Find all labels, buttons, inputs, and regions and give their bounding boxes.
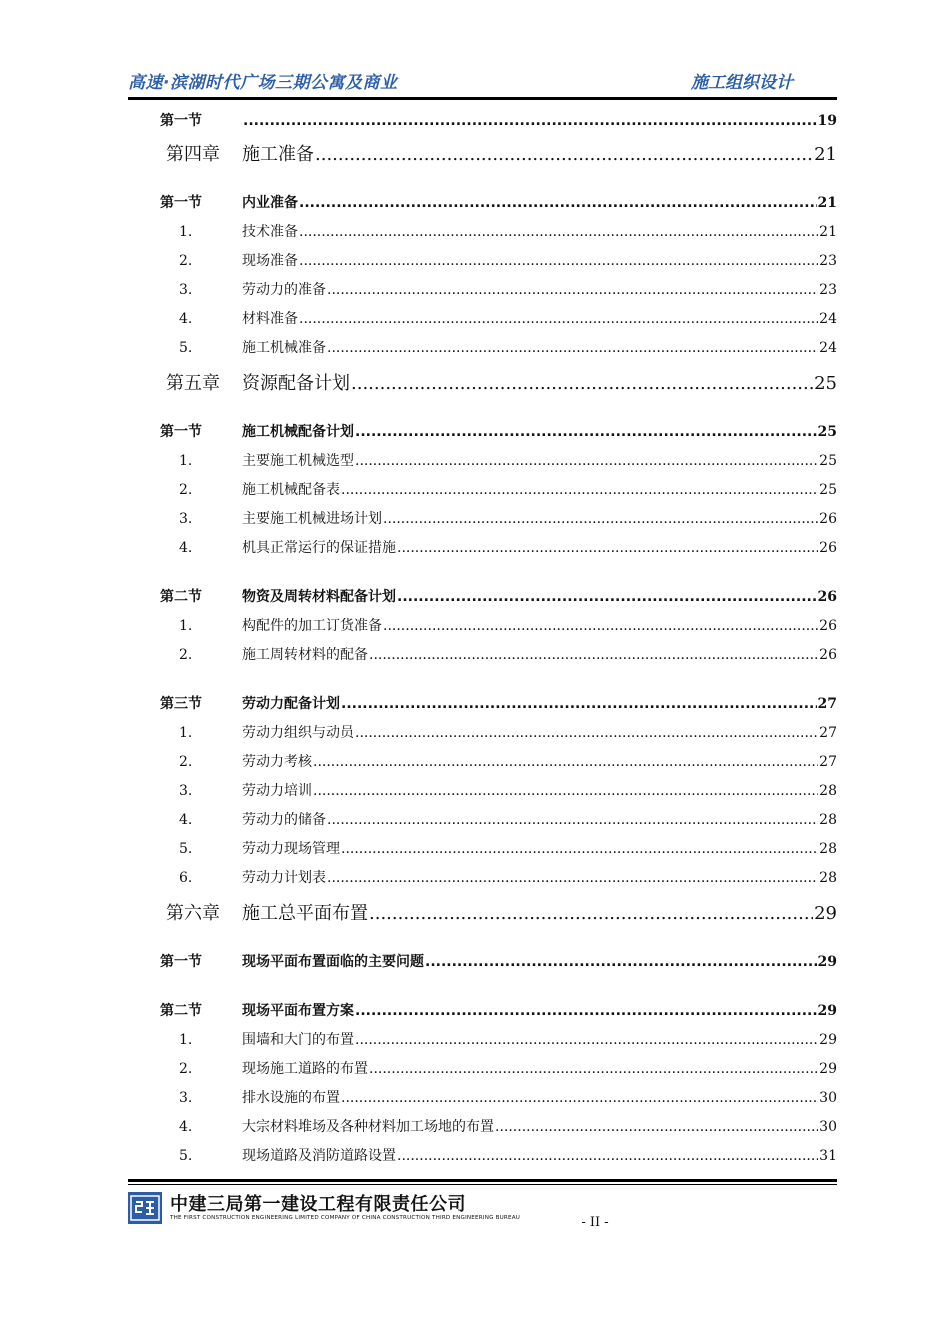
toc-item[interactable]: [160, 1116, 837, 1136]
toc-leader-dots: [351, 373, 813, 394]
toc-leader-dots: [355, 453, 818, 469]
toc-label: 劳动力计划表: [242, 870, 326, 886]
toc-number: 1.: [179, 1032, 193, 1048]
toc-page-number: 24: [819, 340, 837, 356]
toc-number: 第一节: [160, 424, 202, 440]
header-rule: [128, 97, 837, 100]
toc-label: 主要施工机械选型: [242, 453, 354, 469]
toc-label: 排水设施的布置: [242, 1090, 340, 1106]
toc-leader-dots: [397, 1148, 818, 1164]
toc-page-number: 30: [819, 1119, 837, 1135]
toc-leader-dots: [327, 812, 818, 828]
header-project-title: 高速·滨湖时代广场三期公寓及商业: [128, 73, 398, 93]
footer-rule-thin: [128, 1184, 837, 1185]
toc-leader-dots: [397, 540, 818, 556]
cscec-logo-icon: [128, 1192, 162, 1224]
toc-section[interactable]: [160, 421, 837, 441]
toc-label: 物资及周转材料配备计划: [242, 589, 396, 605]
toc-item[interactable]: [160, 751, 837, 771]
toc-item[interactable]: [160, 479, 837, 499]
toc-number: 3.: [179, 511, 193, 527]
toc-label: 技术准备: [242, 224, 298, 240]
toc-page-number: 23: [819, 282, 837, 298]
toc-number: 3.: [179, 783, 193, 799]
toc-label: 劳动力培训: [242, 783, 312, 799]
toc-page-number: 26: [819, 647, 837, 663]
toc-number: 第二节: [160, 589, 202, 605]
toc-leader-dots: [299, 311, 818, 327]
toc-section[interactable]: [160, 192, 837, 212]
toc-item[interactable]: [160, 337, 837, 357]
toc-number: 2.: [179, 253, 193, 269]
toc-leader-dots: [327, 340, 818, 356]
page-header: [128, 66, 837, 96]
toc-page-number: 25: [817, 424, 837, 440]
toc-number: 1.: [179, 224, 193, 240]
toc-item[interactable]: [160, 615, 837, 635]
toc-section[interactable]: [160, 951, 837, 971]
company-name-english: THE FIRST CONSTRUCTION ENGINEERING LIMITED COMPANY OF CHINA CONSTRUCTION THIRD ENGINEERING BUREAU: [170, 1215, 521, 1221]
toc-label: 内业准备: [242, 195, 298, 211]
toc-chapter[interactable]: [166, 899, 837, 925]
page-number: - II -: [581, 1215, 609, 1230]
toc-label: 围墙和大门的布置: [242, 1032, 354, 1048]
toc-number: 第一节: [160, 195, 202, 211]
toc-leader-dots: [299, 195, 817, 211]
toc-leader-dots: [299, 224, 818, 240]
toc-page-number: 25: [814, 373, 837, 394]
company-name: 中建三局第一建设工程有限责任公司: [170, 1194, 466, 1215]
toc-number: 第一节: [160, 954, 202, 970]
toc-label: 材料准备: [242, 311, 298, 327]
toc-number: 第六章: [166, 903, 220, 924]
toc-label: 资源配备计划: [242, 373, 350, 394]
toc-label: 大宗材料堆场及各种材料加工场地的布置: [242, 1119, 494, 1135]
toc-page-number: 26: [819, 618, 837, 634]
toc-item[interactable]: [160, 809, 837, 829]
toc-item[interactable]: [160, 1058, 837, 1078]
toc-page-number: 27: [819, 754, 837, 770]
toc-label: 现场平面布置面临的主要问题: [242, 954, 424, 970]
toc-leader-dots: [383, 511, 818, 527]
toc-chapter[interactable]: [166, 369, 837, 395]
toc-label: 现场准备: [242, 253, 298, 269]
toc-label: 主要施工机械进场计划: [242, 511, 382, 527]
toc-item[interactable]: [160, 537, 837, 557]
toc-item[interactable]: [160, 221, 837, 241]
toc-number: 2.: [179, 482, 193, 498]
footer-rule-thick: [128, 1179, 837, 1182]
toc-number: 6.: [179, 870, 193, 886]
toc-leader-dots: [341, 482, 818, 498]
toc-page-number: 29: [817, 954, 837, 970]
toc-item[interactable]: [160, 780, 837, 800]
toc-leader-dots: [355, 1003, 817, 1019]
toc-page-number: 26: [819, 540, 837, 556]
toc-leader-dots: [313, 783, 818, 799]
toc-number: 4.: [179, 311, 193, 327]
toc-page-number: 24: [819, 311, 837, 327]
toc-page-number: 29: [819, 1032, 837, 1048]
toc-item[interactable]: [160, 867, 837, 887]
toc-leader-dots: [495, 1119, 818, 1135]
toc-label: 施工总平面布置: [242, 903, 368, 924]
toc-section[interactable]: [160, 1000, 837, 1020]
toc-number: 3.: [179, 1090, 193, 1106]
toc-label: 劳动力的储备: [242, 812, 326, 828]
toc-page-number: 31: [819, 1148, 837, 1164]
toc-item[interactable]: [160, 1145, 837, 1165]
toc-label: 劳动力现场管理: [242, 841, 340, 857]
toc-page-number: 25: [819, 482, 837, 498]
toc-page-number: 28: [819, 812, 837, 828]
toc-number: 2.: [179, 754, 193, 770]
toc-label: 劳动力组织与动员: [242, 725, 354, 741]
toc-label: 构配件的加工订货准备: [242, 618, 382, 634]
toc-page-number: 21: [819, 224, 837, 240]
toc-page-number: 21: [814, 144, 837, 165]
toc-page-number: 19: [817, 113, 837, 129]
toc-label: 机具正常运行的保证措施: [242, 540, 396, 556]
toc-leader-dots: [369, 647, 818, 663]
toc-leader-dots: [355, 725, 818, 741]
toc-leader-dots: [341, 841, 818, 857]
toc-label: 施工机械准备: [242, 340, 326, 356]
toc-item[interactable]: [160, 279, 837, 299]
toc-page-number: 29: [814, 903, 837, 924]
toc-label: 施工机械配备表: [242, 482, 340, 498]
toc-item[interactable]: [160, 308, 837, 328]
toc-leader-dots: [327, 870, 818, 886]
toc-section[interactable]: [160, 693, 837, 713]
toc-leader-dots: [341, 1090, 818, 1106]
toc-label: 现场道路及消防道路设置: [242, 1148, 396, 1164]
toc-item[interactable]: [160, 644, 837, 664]
toc-number: 3.: [179, 282, 193, 298]
toc-label: 劳动力的准备: [242, 282, 326, 298]
toc-item[interactable]: [160, 250, 837, 270]
toc-page-number: 25: [819, 453, 837, 469]
toc-label: 现场施工道路的布置: [242, 1061, 368, 1077]
toc-leader-dots: [355, 1032, 818, 1048]
toc-leader-dots: [369, 1061, 818, 1077]
toc-number: 4.: [179, 1119, 193, 1135]
toc-leader-dots: [397, 589, 817, 605]
toc-item[interactable]: [160, 838, 837, 858]
toc-number: 2.: [179, 647, 193, 663]
toc-number: 第一节: [160, 113, 202, 129]
toc-leader-dots: [243, 113, 817, 129]
toc-page-number: 21: [817, 195, 837, 211]
toc-leader-dots: [355, 424, 817, 440]
toc-label: 劳动力配备计划: [242, 696, 340, 712]
toc-page-number: 23: [819, 253, 837, 269]
toc-number: 4.: [179, 812, 193, 828]
toc-number: 5.: [179, 340, 193, 356]
toc-leader-dots: [425, 954, 817, 970]
toc-number: 5.: [179, 1148, 193, 1164]
toc-page-number: 30: [819, 1090, 837, 1106]
toc-page-number: 27: [819, 725, 837, 741]
toc-page-number: 27: [817, 696, 837, 712]
toc-item[interactable]: [160, 508, 837, 528]
header-document-type: 施工组织设计: [691, 73, 793, 93]
toc-number: 第五章: [166, 373, 220, 394]
toc-label: 现场平面布置方案: [242, 1003, 354, 1019]
toc-page-number: 26: [819, 511, 837, 527]
toc-number: 5.: [179, 841, 193, 857]
toc-leader-dots: [313, 754, 818, 770]
toc-number: 2.: [179, 1061, 193, 1077]
toc-leader-dots: [383, 618, 818, 634]
toc-number: 1.: [179, 618, 193, 634]
toc-page-number: 28: [819, 841, 837, 857]
toc-page-number: 26: [817, 589, 837, 605]
toc-label: 施工准备: [242, 144, 314, 165]
toc-chapter[interactable]: [166, 140, 837, 166]
toc-section[interactable]: [160, 110, 837, 130]
toc-number: 1.: [179, 453, 193, 469]
toc-page-number: 29: [819, 1061, 837, 1077]
toc-leader-dots: [341, 696, 817, 712]
toc-item[interactable]: [160, 450, 837, 470]
toc-item[interactable]: [160, 1029, 837, 1049]
toc-number: 第二节: [160, 1003, 202, 1019]
toc-label: 施工机械配备计划: [242, 424, 354, 440]
toc-item[interactable]: [160, 722, 837, 742]
toc-leader-dots: [327, 282, 818, 298]
toc-leader-dots: [369, 903, 813, 924]
toc-number: 第四章: [166, 144, 220, 165]
toc-label: 劳动力考核: [242, 754, 312, 770]
toc-label: 施工周转材料的配备: [242, 647, 368, 663]
toc-page-number: 28: [819, 783, 837, 799]
toc-leader-dots: [299, 253, 818, 269]
toc-item[interactable]: [160, 1087, 837, 1107]
toc-leader-dots: [315, 144, 813, 165]
toc-number: 1.: [179, 725, 193, 741]
toc-number: 第三节: [160, 696, 202, 712]
toc-section[interactable]: [160, 586, 837, 606]
toc-page-number: 28: [819, 870, 837, 886]
toc-number: 4.: [179, 540, 193, 556]
toc-page-number: 29: [817, 1003, 837, 1019]
